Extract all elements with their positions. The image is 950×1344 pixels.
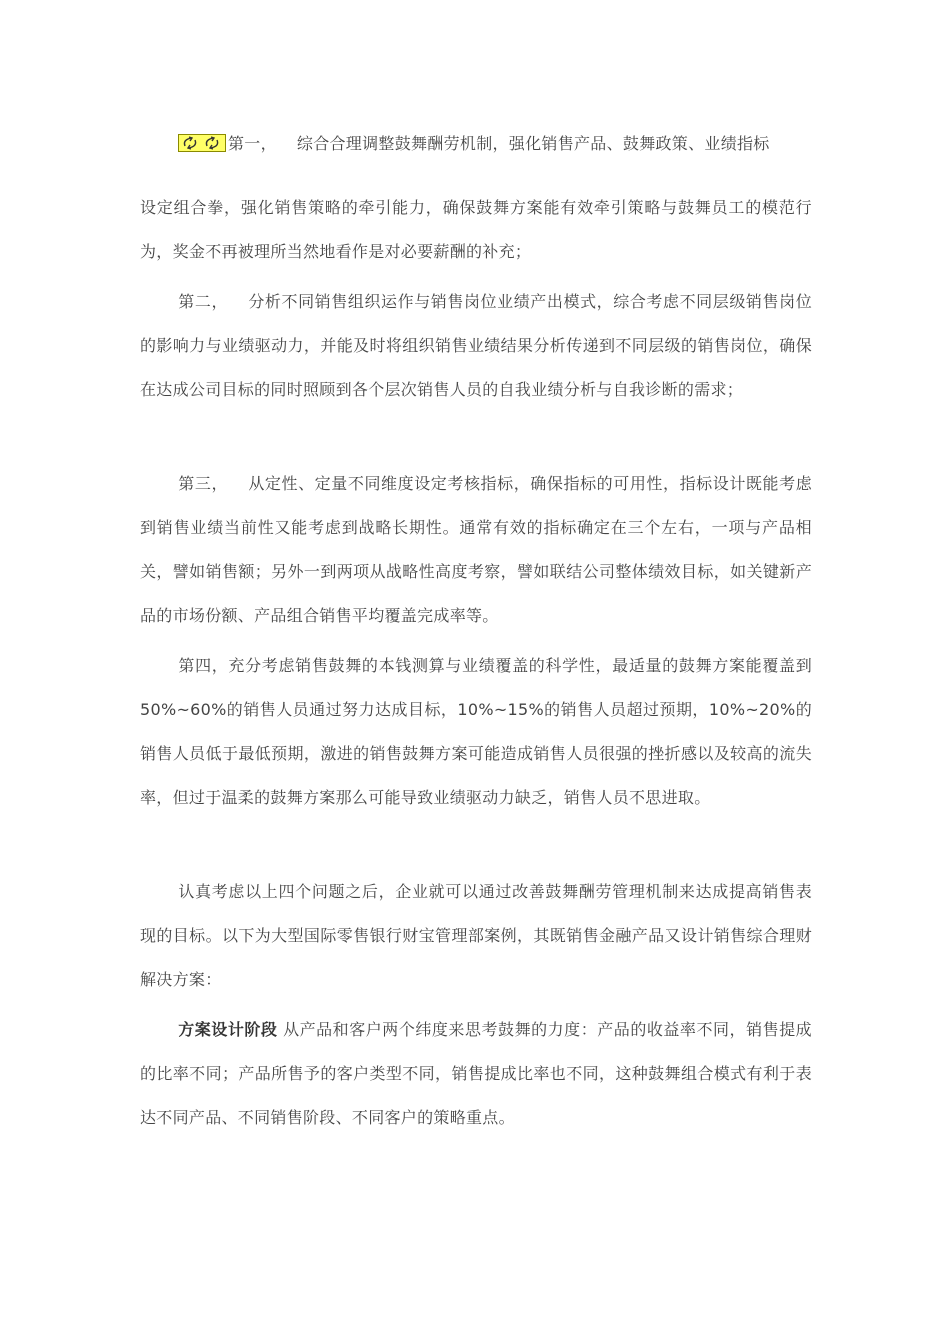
paragraph-4-text: 第四，充分考虑销售鼓舞的本钱测算与业绩覆盖的科学性，最适量的鼓舞方案能覆盖到50%~60%的销售人员通过努力达成目标，10%~15%的销售人员超过预期，10%~20%的销售人员低于最低预期，激进的销售鼓舞方案可能造成销售人员很强的挫折感以及较高的流失率，但过于温柔的鼓舞方案那么可能导致业绩驱动力缺乏，销售人员不思进取。 xyxy=(140,656,812,807)
paragraph-2-label: 第二， xyxy=(178,292,229,311)
paragraph-5 xyxy=(140,870,812,1002)
paragraph-4 xyxy=(140,644,812,820)
paragraph-2 xyxy=(140,280,812,412)
paragraph-3 xyxy=(140,462,812,638)
link-arrows-icon[interactable] xyxy=(178,134,226,152)
paragraph-1-first-line xyxy=(178,122,770,166)
paragraph-6-text: 从产品和客户两个纬度来思考鼓舞的力度：产品的收益率不同，销售提成的比率不同；产品所售予的客户类型不同，销售提成比率也不同，这种鼓舞组合模式有利于表达不同产品、不同销售阶段、不同客户的策略重点。 xyxy=(140,1020,812,1127)
section-heading: 方案设计阶段 xyxy=(178,1020,278,1039)
paragraph-6 xyxy=(140,1008,812,1140)
paragraph-1-label: 第一， xyxy=(228,134,277,153)
paragraph-3-label: 第三， xyxy=(178,474,229,493)
paragraph-2-text: 分析不同销售组织运作与销售岗位业绩产出模式，综合考虑不同层级销售岗位的影响力与业绩驱动力，并能及时将组织销售业绩结果分析传递到不同层级的销售岗位，确保在达成公司目标的同时照顾到各个层次销售人员的自我业绩分析与自我诊断的需求； xyxy=(140,292,812,399)
paragraph-3-text: 从定性、定量不同维度设定考核指标，确保指标的可用性，指标设计既能考虑到销售业绩当前性又能考虑到战略长期性。通常有效的指标确定在三个左右，一项与产品相关，譬如销售额；另外一到两项从战略性高度考察，譬如联结公司整体绩效目标，如关键新产品的市场份额、产品组合销售平均覆盖完成率等。 xyxy=(140,474,812,625)
paragraph-5-text: 认真考虑以上四个问题之后，企业就可以通过改善鼓舞酬劳管理机制来达成提高销售表现的目标。以下为大型国际零售银行财宝管理部案例，其既销售金融产品又设计销售综合理财解决方案： xyxy=(140,882,812,989)
paragraph-1-rest: 设定组合拳，强化销售策略的牵引能力，确保鼓舞方案能有效牵引策略与鼓舞员工的模范行为，奖金不再被理所当然地看作是对必要薪酬的补充； xyxy=(140,198,812,261)
paragraph-1-line1: 综合合理调整鼓舞酬劳机制，强化销售产品、鼓舞政策、业绩指标 xyxy=(296,134,770,153)
